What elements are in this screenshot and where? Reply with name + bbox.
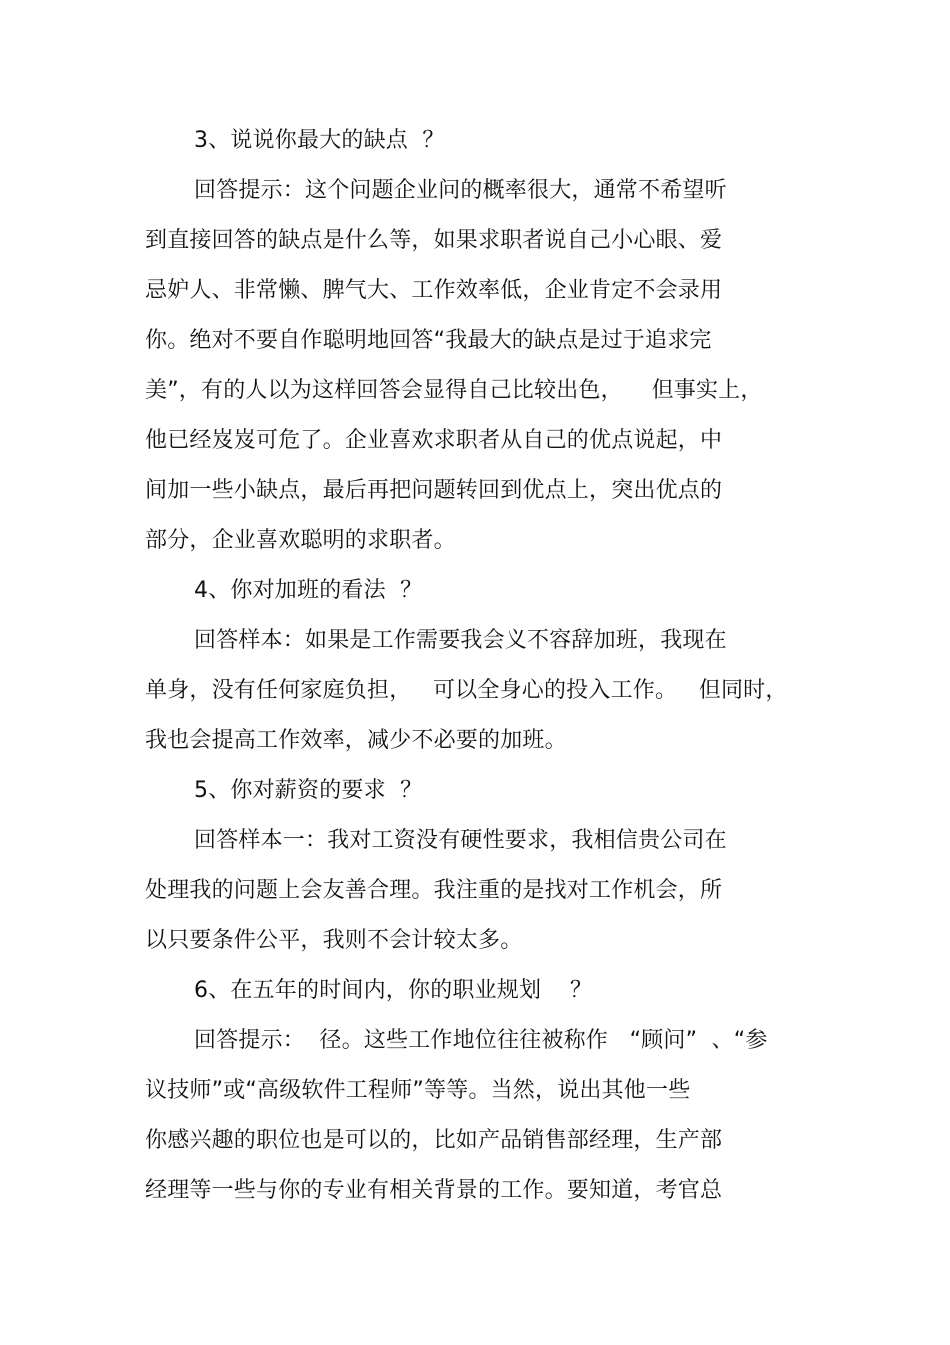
question-4-heading: 4、你对加班的看法 ？ — [194, 578, 423, 603]
question-6-heading: 6、在五年的时间内，你的职业规划 ？ — [194, 978, 593, 1003]
answer-3-line-3: 忌妒人、非常懒、脾气大、工作效率低，企业肯定不会录用 — [145, 278, 723, 303]
answer-3-line-8: 部分，企业喜欢聪明的求职者。 — [145, 528, 456, 553]
answer-5-line-1: 回答样本一：我对工资没有硬性要求，我相信贵公司在 — [194, 828, 727, 853]
answer-3-line-5: 美”，有的人以为这样回答会显得自己比较出色， 但事实上， — [145, 378, 763, 403]
answer-6-line-1: 回答提示： 径。这些工作地位往往被称作 “顾问” 、“参 — [194, 1028, 768, 1053]
answer-6-line-4: 经理等一些与你的专业有相关背景的工作。要知道，考官总 — [145, 1178, 723, 1203]
question-5-heading: 5、你对薪资的要求 ？ — [194, 778, 423, 803]
question-3-heading: 3、说说你最大的缺点 ？ — [194, 128, 445, 153]
answer-3-line-7: 间加一些小缺点，最后再把问题转回到优点上，突出优点的 — [145, 478, 723, 503]
answer-3-line-1: 回答提示：这个问题企业问的概率很大，通常不希望听 — [194, 178, 727, 203]
answer-3-line-2: 到直接回答的缺点是什么等，如果求职者说自己小心眼、爱 — [145, 228, 723, 253]
answer-6-line-2: 议技师”或“高级软件工程师”等等。当然，说出其他一些 — [145, 1078, 691, 1103]
answer-4-line-1: 回答样本：如果是工作需要我会义不容辞加班，我现在 — [194, 628, 727, 653]
answer-3-line-6: 他已经岌岌可危了。企业喜欢求职者从自己的优点说起，中 — [145, 428, 723, 453]
answer-4-line-3: 我也会提高工作效率，减少不必要的加班。 — [145, 728, 567, 753]
answer-5-line-2: 处理我的问题上会友善合理。我注重的是找对工作机会，所 — [145, 878, 723, 903]
answer-3-line-4: 你。绝对不要自作聪明地回答“我最大的缺点是过于追求完 — [145, 328, 712, 353]
answer-5-line-3: 以只要条件公平，我则不会计较太多。 — [145, 928, 523, 953]
answer-6-line-3: 你感兴趣的职位也是可以的，比如产品销售部经理，生产部 — [145, 1128, 723, 1153]
answer-4-line-2: 单身，没有任何家庭负担， 可以全身心的投入工作。 但同时， — [145, 678, 788, 703]
